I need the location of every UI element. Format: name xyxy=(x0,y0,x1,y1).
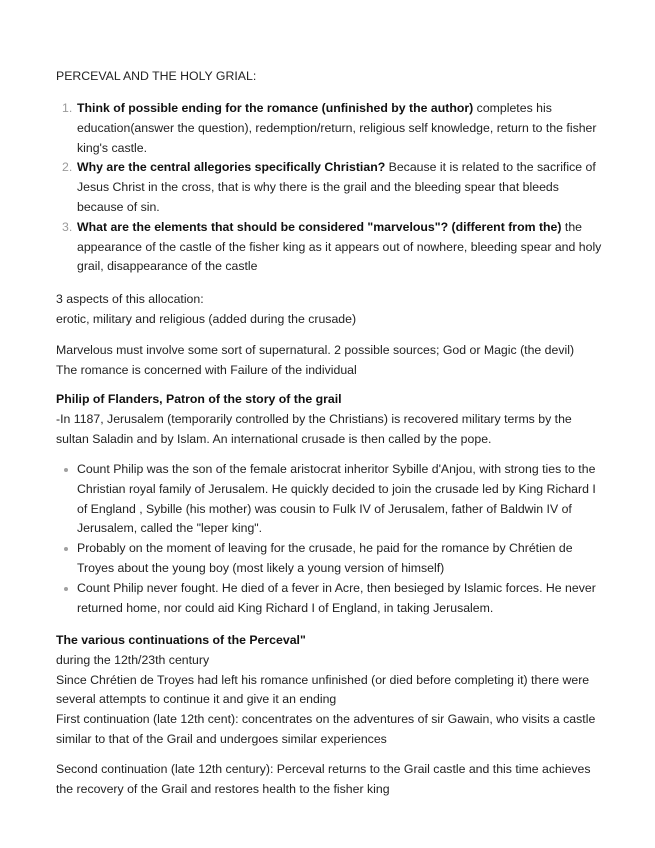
marvelous-section xyxy=(56,341,607,381)
philip-section xyxy=(56,390,607,449)
continuations-heading-text: The various continuations of the Perceval" xyxy=(56,633,306,647)
question-text: Think of possible ending for the romance (unfinished by the author) xyxy=(77,101,474,115)
bullet-text: Probably on the moment of leaving for the crusade, he paid for the romance by Chrétien de Troyes about the young boy (most likely a young version of himself) xyxy=(77,541,573,575)
philip-bullets-section xyxy=(56,460,607,618)
question-number: 3. xyxy=(62,219,73,234)
continuations-line: during the 12th/23th century xyxy=(56,652,210,667)
question-number: 1. xyxy=(62,101,73,115)
failure-line: The romance is concerned with Failure of the individual xyxy=(56,362,357,377)
second-continuation: Second continuation (late 12th century): Perceval returns to the Grail castle and this time achieves the recovery of the Grail and restores health to the fisher king xyxy=(56,762,591,796)
philip-bullet-list xyxy=(56,460,607,618)
question-answer: Because it is related to the sacrifice of Jesus Christ in the cross, that is why there is the grail and the bleeding spear that bleeds because of sin. xyxy=(77,160,596,214)
continuations-line: Since Chrétien de Troyes had left his romance unfinished (or died before completing it) there were several attempts to continue it and give it an ending xyxy=(56,672,590,707)
question-text: Why are the central allegories specifically Christian? xyxy=(77,160,386,175)
philip-intro: -In 1187, Jerusalem (temporarily controlled by the Christians) is recovered military terms by the sultan Saladin and by Islam. An international crusade is then called by the pope. xyxy=(56,411,572,446)
bullet-dot-icon xyxy=(64,587,68,591)
bullet-item xyxy=(56,460,607,539)
bullet-item xyxy=(56,579,607,619)
philip-heading xyxy=(56,390,607,410)
question-item xyxy=(56,99,607,158)
question-item xyxy=(56,158,607,217)
philip-heading-text: Philip of Flanders, Patron of the story of the grail xyxy=(56,392,342,406)
bullet-dot-icon xyxy=(64,468,68,472)
continuations-line: First continuation (late 12th cent): concentrates on the adventures of sir Gawain, who visits a castle similar to that of the Grail and undergoes similar experiences xyxy=(56,712,596,746)
bullet-text: Count Philip never fought. He died of a fever in Acre, then besieged by Islamic forces. He never returned home, nor could aid King Richard I of England, in taking Jerusalem. xyxy=(77,580,596,615)
bullet-dot-icon xyxy=(64,547,68,551)
question-answer: the appearance of the castle of the fisher king as it appears out of nowhere, bleeding spear and holy grail, disappearance of the castle xyxy=(77,219,602,274)
question-item xyxy=(56,218,607,277)
second-continuation-section xyxy=(56,760,607,800)
marvelous-line: Marvelous must involve some sort of supernatural. 2 possible sources; God or Magic (the devil) xyxy=(56,343,575,357)
question-text: What are the elements that should be considered "marvelous"? (different from the) xyxy=(77,219,562,234)
page-title: PERCEVAL AND THE HOLY GRIAL: xyxy=(56,69,257,83)
aspects-list: erotic, military and religious (added during the crusade) xyxy=(56,311,357,326)
question-number: 2. xyxy=(62,160,73,175)
bullet-item xyxy=(56,539,607,579)
aspects-intro: 3 aspects of this allocation: xyxy=(56,292,204,306)
continuations-section xyxy=(56,631,607,750)
bullet-text: Count Philip was the son of the female aristocrat inheritor Sybille d'Anjou, with strong ties to the Christian royal family of Jerusalem. He quickly decided to join the crusade led by King Richard I of England , Sybille (his mother) was cousin to Fulk IV of Jerusalem, father of Baldwin IV of Jerusalem, called the "leper king". xyxy=(77,462,596,536)
aspects-section xyxy=(56,290,607,330)
questions-section xyxy=(56,99,607,277)
questions-list xyxy=(56,99,607,277)
question-answer: completes his education(answer the question), redemption/return, religious self knowledge, return to the fisher king's castle. xyxy=(77,101,597,155)
continuations-heading xyxy=(56,631,607,651)
